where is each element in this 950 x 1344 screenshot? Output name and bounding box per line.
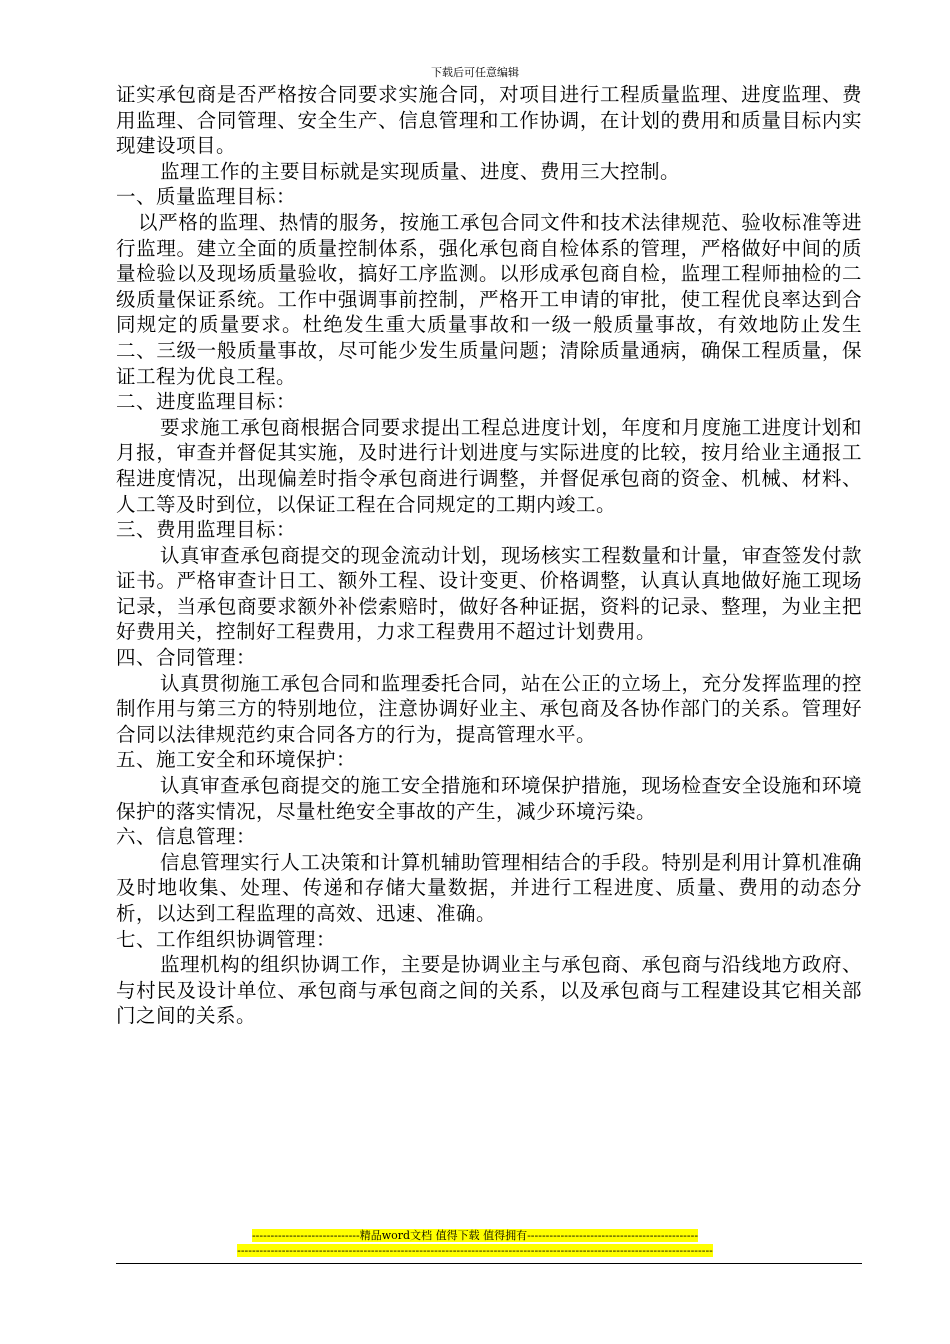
section-heading-schedule: 二、进度监理目标： [116,390,297,414]
intro-paragraph: 证实承包商是否严格按合同要求实施合同，对项目进行工程质量监理、进度监理、费用监理、合同管理、安全生产、信息管理和工作协调，在计划的费用和质量目标内实现建设项目。 [116,83,862,158]
header-note: 下载后可任意编辑 [431,66,519,79]
schedule-paragraph: 要求施工承包商根据合同要求提出工程总进度计划，年度和月度施工进度计划和月报，审查并督促其实施，及时进行计划进度与实际进度的比较，按月给业主通报工程进度情况，出现偏差时指令承包商进行调整，并督促承包商的资金、机械、材料、人工等及时到位，以保证工程在合同规定的工期内竣工。 [116,415,862,516]
section-heading-quality: 一、质量监理目标： [116,185,297,209]
footer-ad-line-2 [0,1244,950,1258]
safety-paragraph: 认真审查承包商提交的施工安全措施和环境保护措施，现场检查安全设施和环境保护的落实情况，尽量杜绝安全事故的产生，减少环境污染。 [116,774,862,823]
footer-ad-text-2: -------------------------------------------------------------------------------------------------------------------------------- [237,1244,713,1257]
footer-ad-line-1 [0,1229,950,1243]
coordination-paragraph: 监理机构的组织协调工作，主要是协调业主与承包商、承包商与沿线地方政府、与村民及设计单位、承包商与承包商之间的关系，以及承包商与工程建设其它相关部门之间的关系。 [116,953,862,1028]
section-heading-cost: 三、费用监理目标： [116,518,297,542]
quality-paragraph: 以严格的监理、热情的服务，按施工承包合同文件和技术法律规范、验收标准等进行监理。建立全面的质量控制体系，强化承包商自检体系的管理，严格做好中间的质量检验以及现场质量验收，搞好工序监测。以形成承包商自检，监理工程师抽检的二级质量保证系统。工作中强调事前控制，严格开工申请的审批，使工程优良率达到合同规定的质量要求。杜绝发生重大质量事故和一级一般质量事故，有效地防止发生二、三级一般质量事故，尽可能少发生质量问题；清除质量通病，确保工程质量，保证工程为优良工程。 [116,210,862,388]
section-heading-coordination: 七、工作组织协调管理： [116,927,337,951]
document-body [116,82,862,1029]
contract-paragraph: 认真贯彻施工承包合同和监理委托合同，站在公正的立场上，充分发挥监理的控制作用与第三方的特别地位，注意协调好业主、承包商及各协作部门的关系。管理好合同以法律规范约束合同各方的行为，提高管理水平。 [116,671,862,746]
cost-paragraph: 认真审查承包商提交的现金流动计划，现场核实工程数量和计量，审查签发付款证书。严格审查计日工、额外工程、设计变更、价格调整，认真认真地做好施工现场记录，当承包商要求额外补偿索赔时，做好各种证据，资料的记录、整理，为业主把好费用关，控制好工程费用，力求工程费用不超过计划费用。 [116,543,862,644]
section-heading-contract: 四、合同管理： [116,646,257,670]
section-heading-safety: 五、施工安全和环境保护： [116,748,357,772]
footer-divider [116,1263,862,1264]
information-paragraph: 信息管理实行人工决策和计算机辅助管理相结合的手段。特别是利用计算机准确及时地收集、处理、传递和存储大量数据，并进行工程进度、质量、费用的动态分析，以达到工程监理的高效、迅速、准确。 [116,850,862,925]
section-heading-information: 六、信息管理： [116,825,257,849]
summary-paragraph: 监理工作的主要目标就是实现质量、进度、费用三大控制。 [160,159,681,183]
footer-ad-text-1: -----------------------------精品word文档 值得下载 值得拥有---------------------------------------------- [251,1229,699,1242]
